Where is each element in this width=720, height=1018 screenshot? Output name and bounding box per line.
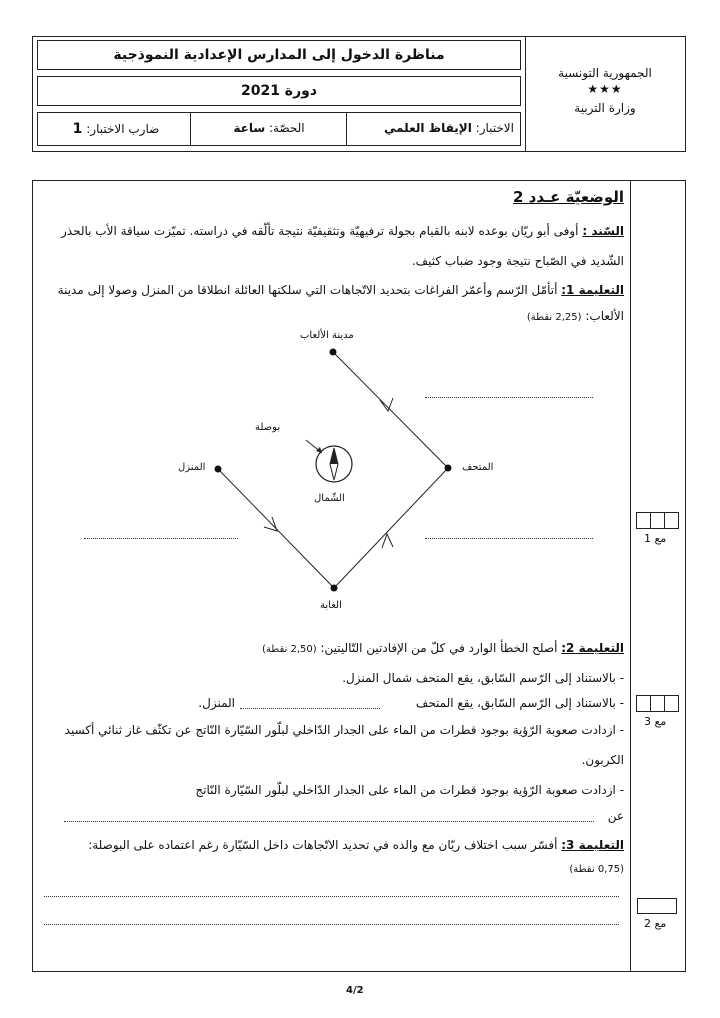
label-amusement-city: مدينة الألعاب [300,330,354,341]
instruction-1-points: (2,25 نقطة) [526,312,582,323]
instruction-2-line [262,641,624,655]
answer-blank-upper-right[interactable] [425,397,593,398]
margin-label-m2: مع 2 [644,917,667,930]
coef-label: ضارب الاختبار: [86,122,160,136]
margin-label-m3: مع 3 [644,715,667,728]
country-name: الجمهورية التونسية [558,66,652,80]
bullet-2-end: المنزل. [198,696,235,710]
exam-duration [196,121,342,135]
forest-point [331,585,338,592]
bullet-2-dash: - [615,696,624,710]
instruction-2-text: أصلح الخطأ الوارد في كلّ من الإفادتين التّاليتين: [320,641,558,655]
instruction-1-text: أتأمّل الرّسم وأعمّر الفراغات بتحديد الاتّجاهات التي سلكتها العائلة انطلاقا من المنزل وصولا إلى مدينة [57,283,558,297]
bullet-4-text-1: ازدادت صعوبة الرّؤية بوجود قطرات من الماء على الجدار الدّاخلي لبلّور السّيّارة النّاتج [195,783,616,797]
sanad-label: السّند : [582,224,624,238]
bullet-2-text-start: بالاستناد إلى الرّسم السّابق، يقع المتحف [415,696,616,710]
instruction-3-points: (0,75 نقطة) [569,864,624,875]
bullet-4-line-2: عن [607,809,624,823]
sanad-line-2: الشّديد في الصّباح نتيجة وجود ضباب كثيف. [411,254,624,268]
margin-divider [630,180,631,972]
label-home: المنزل [178,462,206,473]
score-cell[interactable] [650,695,665,712]
answer-line-3a[interactable] [44,896,619,897]
exam-coefficient [46,121,186,137]
bullet-1 [342,671,624,685]
score-box-m2[interactable] [637,898,677,914]
score-cell[interactable] [664,512,679,529]
exam-info-row [37,112,521,146]
path-forest-museum [334,468,448,588]
home-point [215,466,222,473]
duration-label: الحصّة: [268,121,305,135]
bullet-1-dash: - [615,671,624,685]
instruction-1-line-1 [58,283,624,297]
score-cell[interactable] [636,512,651,529]
museum-point [445,465,452,472]
instruction-2-points: (2,50 نقطة) [261,644,317,655]
compass-icon [306,440,352,482]
exam-title: مناظرة الدخول إلى المدارس الإعدادية النموذجية [37,40,521,70]
sanad-text-1: أوفى أبو ريّان بوعده لابنه بالقيام بجولة ترفيهيّة وتثقيفيّة نتيجة تألّقه في دراسته. تميّزت سياقة الأب بالحذر [61,224,579,238]
margin-label-m1: مع 1 [644,532,667,545]
bullet-3-dash: - [615,723,624,737]
bullet-2-blank[interactable] [240,708,380,709]
page-number: 4/2 [346,985,364,996]
situation-title: الوضعيّة عـدد 2 [513,188,624,206]
label-north: الشّمال [314,493,345,504]
score-cell[interactable] [664,695,679,712]
duration-value: ساعة [233,121,266,135]
instruction-1-label: التعليمة 1: [561,283,624,297]
header-divider [525,36,526,152]
label-museum: المتحف [462,462,494,473]
answer-blank-lower-right[interactable] [425,538,593,539]
score-cell[interactable] [650,512,665,529]
stars-emblem: ★★★ [587,82,623,96]
directions-diagram [40,320,620,620]
label-compass: بوصلة [255,422,281,433]
instruction-3-line [88,838,624,852]
path-museum-amusement [333,352,448,468]
bullet-4-line-1 [195,783,624,797]
exam-subject [384,121,514,135]
coef-value: 1 [72,121,83,137]
bullet-3-line-1 [65,723,624,737]
bullet-4-dash: - [615,783,624,797]
exam-subject-value: الإيقاظ العلمي [384,121,472,135]
info-divider-2 [190,113,191,145]
label-forest: الغابة [320,600,342,611]
sanad-line-1 [61,224,624,238]
answer-line-3b[interactable] [44,924,619,925]
bullet-1-text: بالاستناد إلى الرّسم السّابق، يقع المتحف شمال المنزل. [342,671,616,685]
bullet-3-text-1: ازدادت صعوبة الرّؤية بوجود قطرات من الماء على الجدار الدّاخلي لبلّور السّيّارة النّاتج عن تكثّف غاز ثنائي أكسيد [64,723,616,737]
amusement-point [330,349,337,356]
instruction-3-label: التعليمة 3: [561,838,624,852]
instruction-1-text-2: الألعاب: [585,309,624,323]
bullet-4-blank[interactable] [64,821,594,822]
arrow-home-forest [264,517,277,531]
ministry-name: وزارة التربية [574,101,636,115]
instruction-3-text: أفسّر سبب اختلاف ريّان مع والده في تحديد الاتّجاهات داخل السّيّارة رغم اعتماده على البوصلة: [88,838,558,852]
exam-session: دورة 2021 [37,76,521,106]
instruction-2-label: التعليمة 2: [561,641,624,655]
info-divider-1 [346,113,347,145]
score-cell[interactable] [636,695,651,712]
score-box-m3[interactable] [637,695,679,712]
arrow-museum-amusement [380,398,393,411]
bullet-3-line-2: الكربون. [581,753,624,767]
answer-blank-lower-left[interactable] [84,538,238,539]
exam-subject-label: الاختبار: [475,121,514,135]
score-box-m1[interactable] [637,512,679,529]
bullet-2 [416,696,624,710]
